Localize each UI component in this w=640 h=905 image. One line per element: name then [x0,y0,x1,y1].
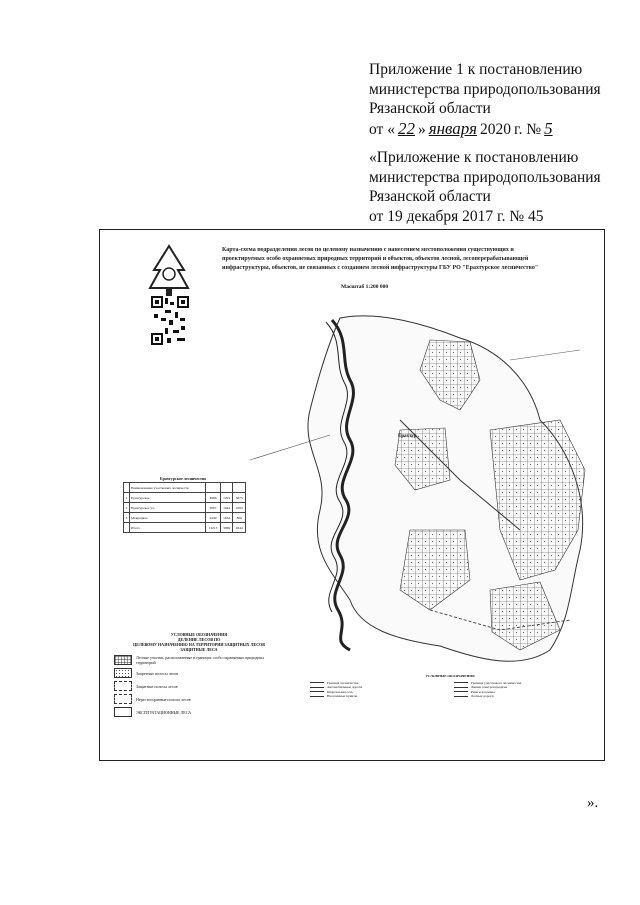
table-title: Ерахтурское лесничество [160,476,207,481]
header2-line-1: «Приложение к постановлению [369,149,579,166]
dots-swatch-icon [114,668,132,678]
table-cell: Наименование участковых лесничеств [129,483,205,493]
legend-right-label: Граница участкового лесничества [471,680,522,685]
forest-map [99,229,605,761]
legend-right-label: Линии электропередачи [471,685,507,689]
date-prefix: от « [369,120,395,138]
doc-number: 5 [544,118,553,138]
legend-right-label: Граница лесничества [327,680,359,685]
header-date-line [369,119,601,139]
table-cell: 1 [124,493,130,503]
line-swatch-icon [310,691,324,692]
table-row [124,493,246,503]
header-line-3: Рязанской области [369,100,491,117]
header2-line-3: Рязанской области [369,188,491,205]
table-cell: 1634 [220,513,233,523]
legend-item [114,707,284,717]
dashed-swatch-icon [114,694,132,704]
legend-heading-4: ЗАЩИТНЫЕ ЛЕСА [180,647,218,652]
table-cell: 1291 [220,493,233,503]
closing-mark: ». [587,795,599,811]
legend-right-label: Населенные пункты [327,694,358,698]
legend-right-item [310,694,446,699]
table-cell: 2440 [206,513,221,523]
forestry-table [123,482,246,533]
line-swatch-icon [454,682,468,683]
line-swatch-icon [454,696,468,697]
table-row [124,483,246,493]
table-cell: 13213 [206,523,221,533]
line-swatch-icon [454,691,468,692]
legend-item [114,694,284,704]
header2-line-2: министерства природопользования [369,168,601,186]
date-suffix: г. № [513,120,542,138]
table-row [124,523,246,533]
table-row [124,503,246,513]
legend-heading-2: ДЕЛЕНИЕ ЛЕСОВ ПО [177,637,221,642]
legend-right-label: Автомобильные дороги [327,685,363,689]
legend-item-label: Запретные полосы лесов [136,670,179,676]
legend-heading-1: УСЛОВНЫЕ ОБОЗНАЧЕНИЯ [170,632,228,637]
grid-swatch-icon [114,655,132,665]
legend-right-label: Реки и водоемы [471,689,495,694]
table-cell: 9244 [233,523,246,533]
legend-right [310,674,590,699]
table-cell [220,483,233,493]
table-cell: 806 [233,513,246,523]
table-cell: Итого [129,523,205,533]
table-cell: Мокрецкое [129,513,205,523]
date-year: 2020 [479,120,511,138]
attachment-header [369,60,601,138]
table-cell: 1044 [220,503,233,513]
header-line-2: министерства природопользования [369,80,601,98]
table-cell: 3969 [220,523,233,533]
table-row [124,513,246,523]
town-label: Ерахтур [398,434,417,439]
table-cell: 4966 [206,493,221,503]
table-cell [206,483,221,493]
table-cell: Ерахтурское уч. [129,503,205,513]
table-cell [233,483,246,493]
legend-right-heading: УСЛОВНЫЕ ОБОЗНАЧЕНИЯ [425,674,475,678]
date-month: января [428,118,477,138]
legend-right-item [454,694,590,699]
legend-right-label: Лесные дороги [471,694,494,698]
table-cell: 3675 [233,493,246,503]
legend-item [114,668,284,678]
line-swatch-icon [454,687,468,688]
table-cell: Ерахтурское [129,493,205,503]
table-cell: 5807 [206,503,221,513]
legend-item-label: Лесные участки, расположенные в границах особо охраняемых природных территорий [136,655,265,665]
legend-item [114,655,284,665]
legend-item-label: Нерестоохранные полосы лесов [136,696,191,702]
map-scale: Масштаб 1:200 000 [341,284,389,290]
legend-item-label: Защитные полосы лесов [136,683,178,689]
legend-right-label: Квартальная сеть [327,689,353,694]
table-cell: 2 [124,503,130,513]
legend-item [114,681,284,691]
legend-left [114,632,284,717]
header-line-1: Приложение 1 к постановлению [369,61,583,78]
plain-swatch-icon [114,707,132,717]
dashed-swatch-icon [114,681,132,691]
date-day: 22 [397,118,415,138]
table-cell: 3 [124,513,130,523]
line-swatch-icon [310,687,324,688]
date-mid: » [417,120,426,138]
line-swatch-icon [310,682,324,683]
legend-heading-3: ЦЕЛЕВОМУ НАЗНАЧЕНИЮ НА ТЕРРИТОРИИ ЗАЩИТНЫХ ЛЕСОВ [133,642,265,647]
map-title: Карта-схема подразделения лесов по целевому назначению с нанесением местоположения существующих и проектируемых особо охраняемых природных территорий и объектов, объектов лесной, лесоперерабатывающей инфраструктуры, объектов, не связанных с созданием лесной инфраструктуры ГБУ РО "Ерахтурское лесничество" [222,247,539,271]
header2-line-4: от 19 декабря 2017 г. № 45 [369,207,544,225]
original-attachment-header [369,148,601,226]
table-cell: 4763 [233,503,246,513]
legend-item-label: ЭКСПЛУАТАЦИОННЫЕ ЛЕСА [136,709,192,715]
line-swatch-icon [310,696,324,697]
